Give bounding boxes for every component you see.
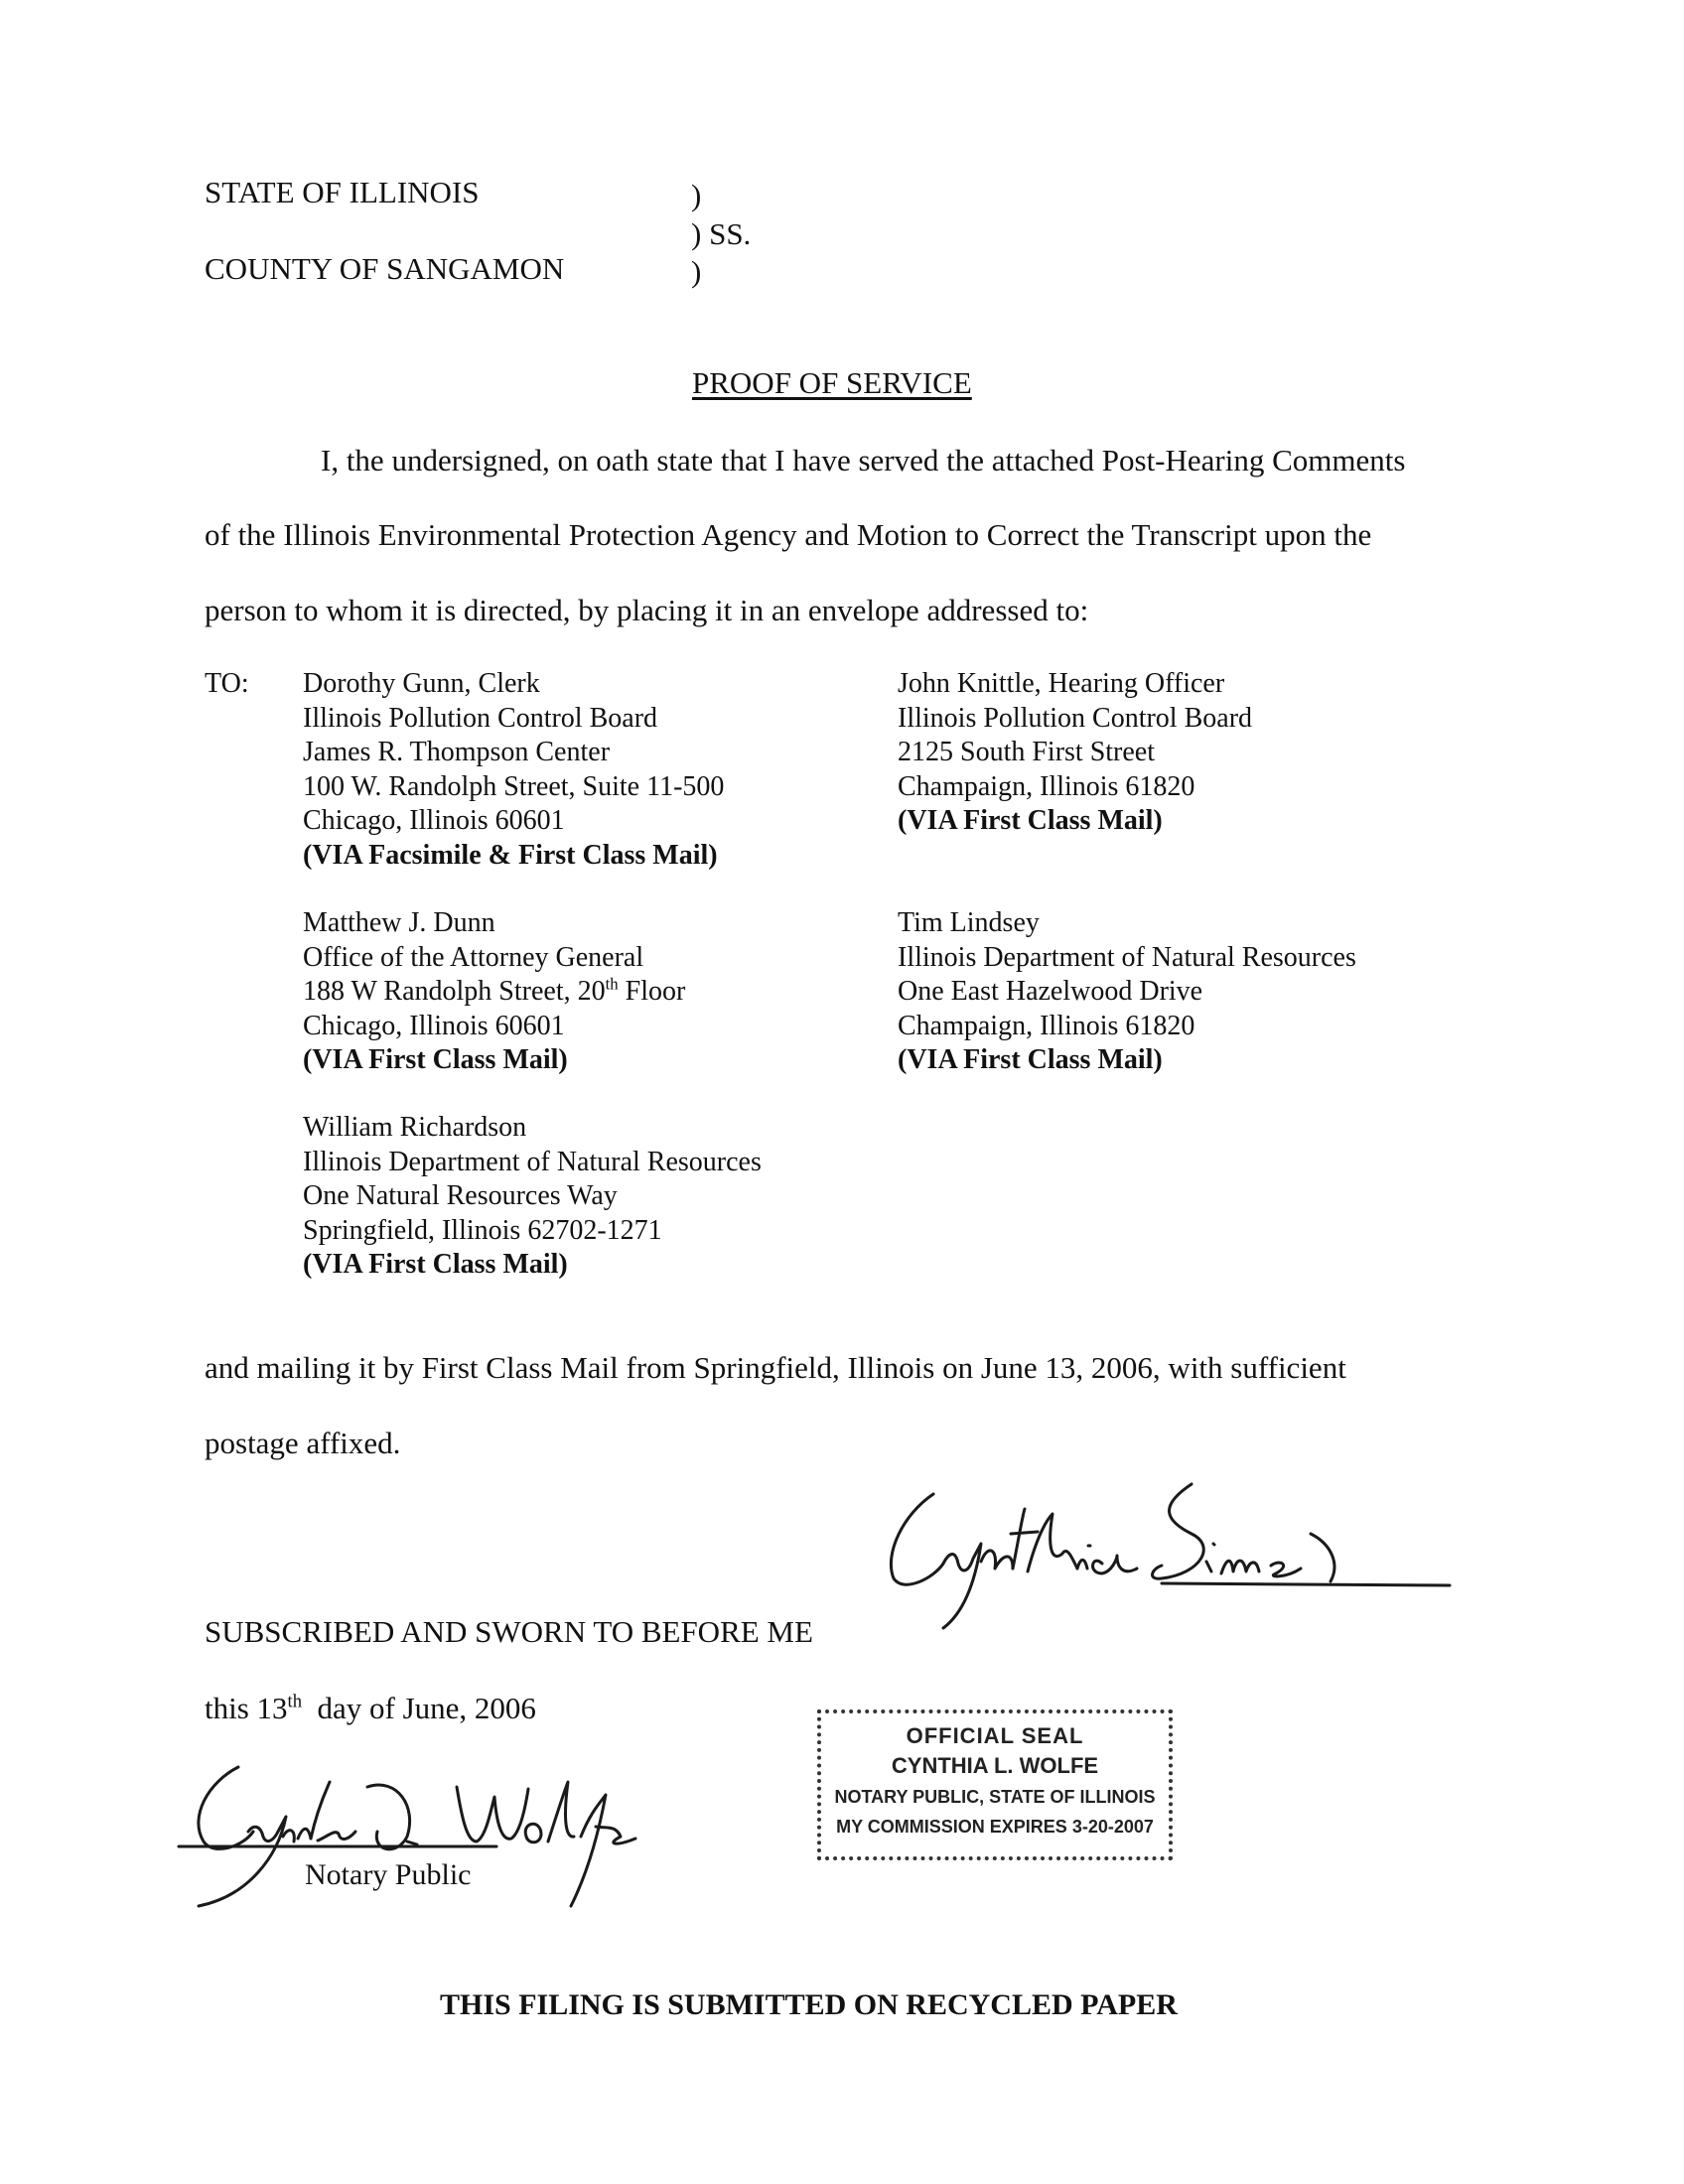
document-title: PROOF OF SERVICE xyxy=(692,365,972,400)
intro-line-1: I, the undersigned, on oath state that I have served the attached Post-Hearing Comments xyxy=(321,443,1406,478)
to-label: TO: xyxy=(205,668,249,699)
recipient-org: Illinois Pollution Control Board xyxy=(303,702,658,734)
recipient-dunn xyxy=(303,906,685,1078)
recipient-delivery-method: (VIA Facsimile & First Class Mail) xyxy=(303,839,718,871)
recipient-delivery-method: (VIA First Class Mail) xyxy=(898,1044,1163,1075)
recipient-name: Matthew J. Dunn xyxy=(303,907,495,938)
signature-cynthia-sims xyxy=(864,1474,1450,1633)
recipient-name: John Knittle, Hearing Officer xyxy=(898,668,1225,699)
recipient-city: Springfield, Illinois 62702-1271 xyxy=(303,1214,662,1246)
jurat-subscribed: SUBSCRIBED AND SWORN TO BEFORE ME xyxy=(205,1614,813,1649)
recipient-delivery-method: (VIA First Class Mail) xyxy=(303,1249,568,1280)
recycled-paper-footer: THIS FILING IS SUBMITTED ON RECYCLED PAPER xyxy=(440,1988,1178,2021)
notary-public-label: Notary Public xyxy=(305,1858,472,1891)
seal-notary-name: CYNTHIA L. WOLFE xyxy=(891,1753,1099,1778)
caption-state: STATE OF ILLINOIS xyxy=(205,175,480,209)
recipient-delivery-method: (VIA First Class Mail) xyxy=(303,1044,568,1075)
recipient-name: William Richardson xyxy=(303,1112,527,1143)
closing-line-1: and mailing it by First Class Mail from Springfield, Illinois on June 13, 2006, with sufficient xyxy=(205,1350,1346,1385)
caption-paren-top: ) xyxy=(691,178,702,212)
recipient-gunn xyxy=(303,667,724,873)
recipient-delivery-method: (VIA First Class Mail) xyxy=(898,805,1163,836)
recipient-knittle xyxy=(898,667,1252,839)
recipient-org: Office of the Attorney General xyxy=(303,941,644,973)
caption-paren-ss: ) SS. xyxy=(691,216,752,251)
recipient-richardson xyxy=(303,1111,762,1283)
recipient-city: Chicago, Illinois 60601 xyxy=(303,1010,565,1041)
recipient-address-line: One Natural Resources Way xyxy=(303,1180,618,1211)
seal-commission-expiry: MY COMMISSION EXPIRES 3-20-2007 xyxy=(836,1817,1154,1837)
recipient-name: Tim Lindsey xyxy=(898,907,1040,938)
recipient-city: Champaign, Illinois 61820 xyxy=(898,1010,1195,1041)
recipient-org: Illinois Department of Natural Resources xyxy=(898,941,1356,973)
closing-line-2: postage affixed. xyxy=(205,1426,401,1460)
recipient-address-line: 188 W Randolph Street, 20th Floor xyxy=(303,974,686,1007)
intro-line-2: of the Illinois Environmental Protection Agency and Motion to Correct the Transcript upon the xyxy=(205,517,1372,552)
recipient-org: Illinois Department of Natural Resources xyxy=(303,1146,762,1177)
recipient-lindsey xyxy=(898,906,1356,1078)
recipient-org: Illinois Pollution Control Board xyxy=(898,702,1253,734)
intro-line-3: person to whom it is directed, by placing it in an envelope addressed to: xyxy=(205,593,1089,627)
seal-title: OFFICIAL SEAL xyxy=(906,1723,1084,1748)
recipient-name: Dorothy Gunn, Clerk xyxy=(303,668,540,699)
official-seal-stamp xyxy=(817,1709,1173,1860)
recipient-address-line: One East Hazelwood Drive xyxy=(898,976,1203,1007)
recipient-city: Chicago, Illinois 60601 xyxy=(303,805,565,836)
recipient-city: Champaign, Illinois 61820 xyxy=(898,770,1195,802)
jurat-date: this 13th day of June, 2006 xyxy=(205,1691,536,1725)
seal-state: NOTARY PUBLIC, STATE OF ILLINOIS xyxy=(834,1787,1156,1807)
recipient-address-line: James R. Thompson Center xyxy=(303,737,611,767)
caption-paren-bottom: ) xyxy=(691,254,702,289)
recipient-address-line: 2125 South First Street xyxy=(898,737,1156,767)
recipient-address-line: 100 W. Randolph Street, Suite 11-500 xyxy=(303,770,725,802)
caption-county: COUNTY OF SANGAMON xyxy=(205,251,565,286)
